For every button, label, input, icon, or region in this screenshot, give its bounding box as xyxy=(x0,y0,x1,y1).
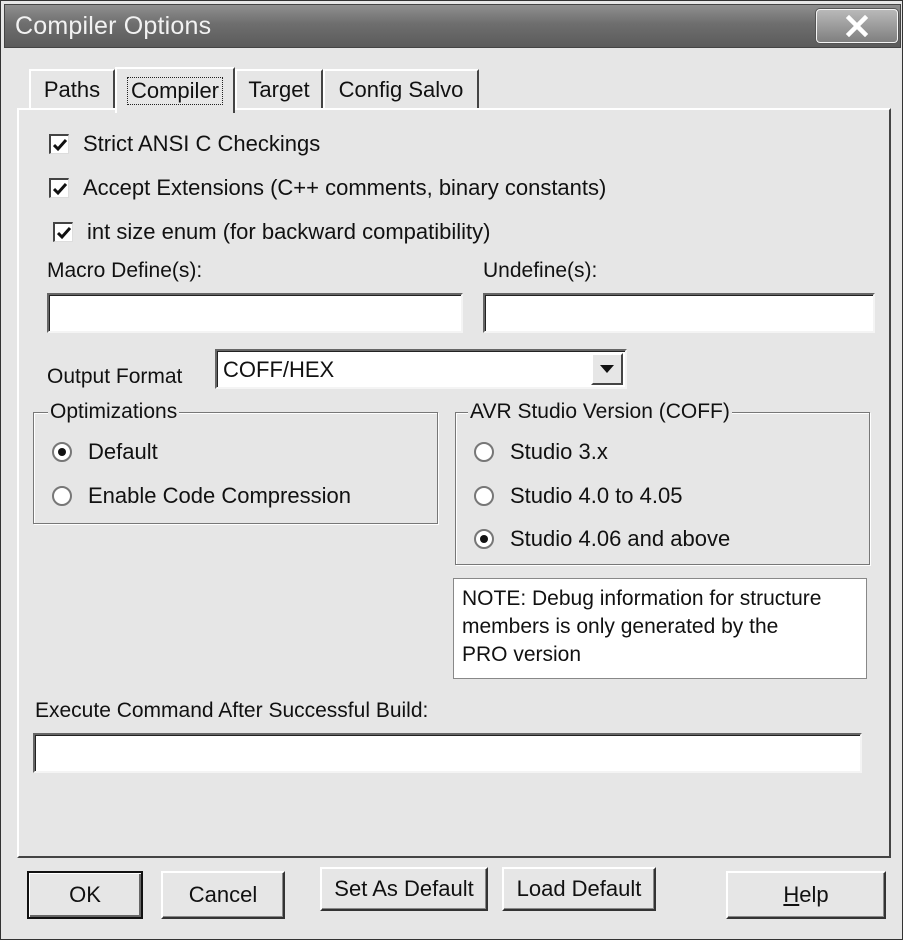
accept-extensions-checkbox-row[interactable] xyxy=(49,175,606,201)
execute-command-input[interactable] xyxy=(33,733,862,773)
load-default-label: Load Default xyxy=(516,876,642,901)
note-line-2: members is only generated by the xyxy=(462,615,779,638)
strict-ansi-label: Strict ANSI C Checkings xyxy=(83,131,321,156)
opt-default-row[interactable] xyxy=(52,439,158,465)
window-title: Compiler Options xyxy=(15,12,212,40)
avr-studio-legend: AVR Studio Version (COFF) xyxy=(470,400,730,423)
accept-extensions-checkbox[interactable] xyxy=(49,178,69,198)
checkmark-icon xyxy=(53,138,67,152)
studio-40-radio[interactable] xyxy=(474,486,494,506)
tab-paths[interactable] xyxy=(29,69,115,109)
triangle-down-icon xyxy=(600,365,614,374)
undefine-label: Undefine(s): xyxy=(483,259,598,282)
cancel-button[interactable] xyxy=(161,871,285,919)
note-line-3: PRO version xyxy=(462,643,582,666)
tab-target[interactable] xyxy=(235,69,323,109)
radio-dot-icon xyxy=(480,535,488,543)
studio-406-radio[interactable] xyxy=(474,529,494,549)
checkmark-icon xyxy=(57,226,71,240)
macro-define-label: Macro Define(s): xyxy=(47,259,203,282)
close-x-icon xyxy=(844,15,870,37)
optimizations-legend: Optimizations xyxy=(50,400,178,423)
strict-ansi-checkbox[interactable] xyxy=(49,134,69,154)
checkmark-icon xyxy=(53,182,67,196)
studio-3x-label: Studio 3.x xyxy=(510,439,608,464)
int-size-enum-label: int size enum (for backward compatibility) xyxy=(87,219,491,244)
tab-paths-label: Paths xyxy=(43,77,101,102)
undefine-input[interactable] xyxy=(483,293,875,333)
studio-40-row[interactable] xyxy=(474,483,682,509)
tab-config-salvo[interactable] xyxy=(323,69,479,109)
opt-default-label: Default xyxy=(88,439,158,464)
execute-command-label: Execute Command After Successful Build: xyxy=(35,699,429,722)
tab-target-label: Target xyxy=(248,77,310,102)
debug-note xyxy=(453,578,867,679)
int-size-enum-checkbox-row[interactable] xyxy=(53,219,490,245)
ok-label: OK xyxy=(69,882,101,907)
int-size-enum-checkbox[interactable] xyxy=(53,222,73,242)
studio-40-label: Studio 4.0 to 4.05 xyxy=(510,483,683,508)
output-format-label: Output Format xyxy=(47,365,183,388)
ok-button[interactable] xyxy=(27,871,143,919)
macro-define-input[interactable] xyxy=(47,293,463,333)
set-as-default-label: Set As Default xyxy=(334,876,474,901)
title-bar[interactable] xyxy=(4,4,901,48)
opt-compression-row[interactable] xyxy=(52,483,351,509)
opt-compression-radio[interactable] xyxy=(52,486,72,506)
studio-3x-row[interactable] xyxy=(474,439,608,465)
help-label-rest: elp xyxy=(799,882,829,907)
help-label xyxy=(783,882,828,908)
opt-compression-label: Enable Code Compression xyxy=(88,483,351,508)
close-button[interactable] xyxy=(816,9,898,43)
strict-ansi-checkbox-row[interactable] xyxy=(49,131,320,157)
studio-406-row[interactable] xyxy=(474,526,730,552)
tab-config-salvo-label: Config Salvo xyxy=(338,77,464,102)
studio-406-label: Studio 4.06 and above xyxy=(510,526,731,551)
help-accelerator: H xyxy=(783,882,800,907)
note-line-1: NOTE: Debug information for structure xyxy=(462,587,822,610)
opt-default-radio[interactable] xyxy=(52,442,72,462)
help-button[interactable] xyxy=(726,871,886,919)
tab-compiler[interactable] xyxy=(115,67,235,113)
dropdown-button[interactable] xyxy=(591,353,623,385)
avr-studio-group xyxy=(455,400,870,565)
cancel-label: Cancel xyxy=(188,882,258,907)
output-format-value: COFF/HEX xyxy=(223,357,335,382)
tab-compiler-label: Compiler xyxy=(128,78,222,104)
radio-dot-icon xyxy=(58,448,66,456)
set-as-default-button[interactable] xyxy=(320,867,488,911)
accept-extensions-label: Accept Extensions (C++ comments, binary constants) xyxy=(83,175,607,200)
studio-3x-radio[interactable] xyxy=(474,442,494,462)
load-default-button[interactable] xyxy=(502,867,656,911)
optimizations-group xyxy=(33,400,438,524)
output-format-select[interactable] xyxy=(215,349,627,389)
